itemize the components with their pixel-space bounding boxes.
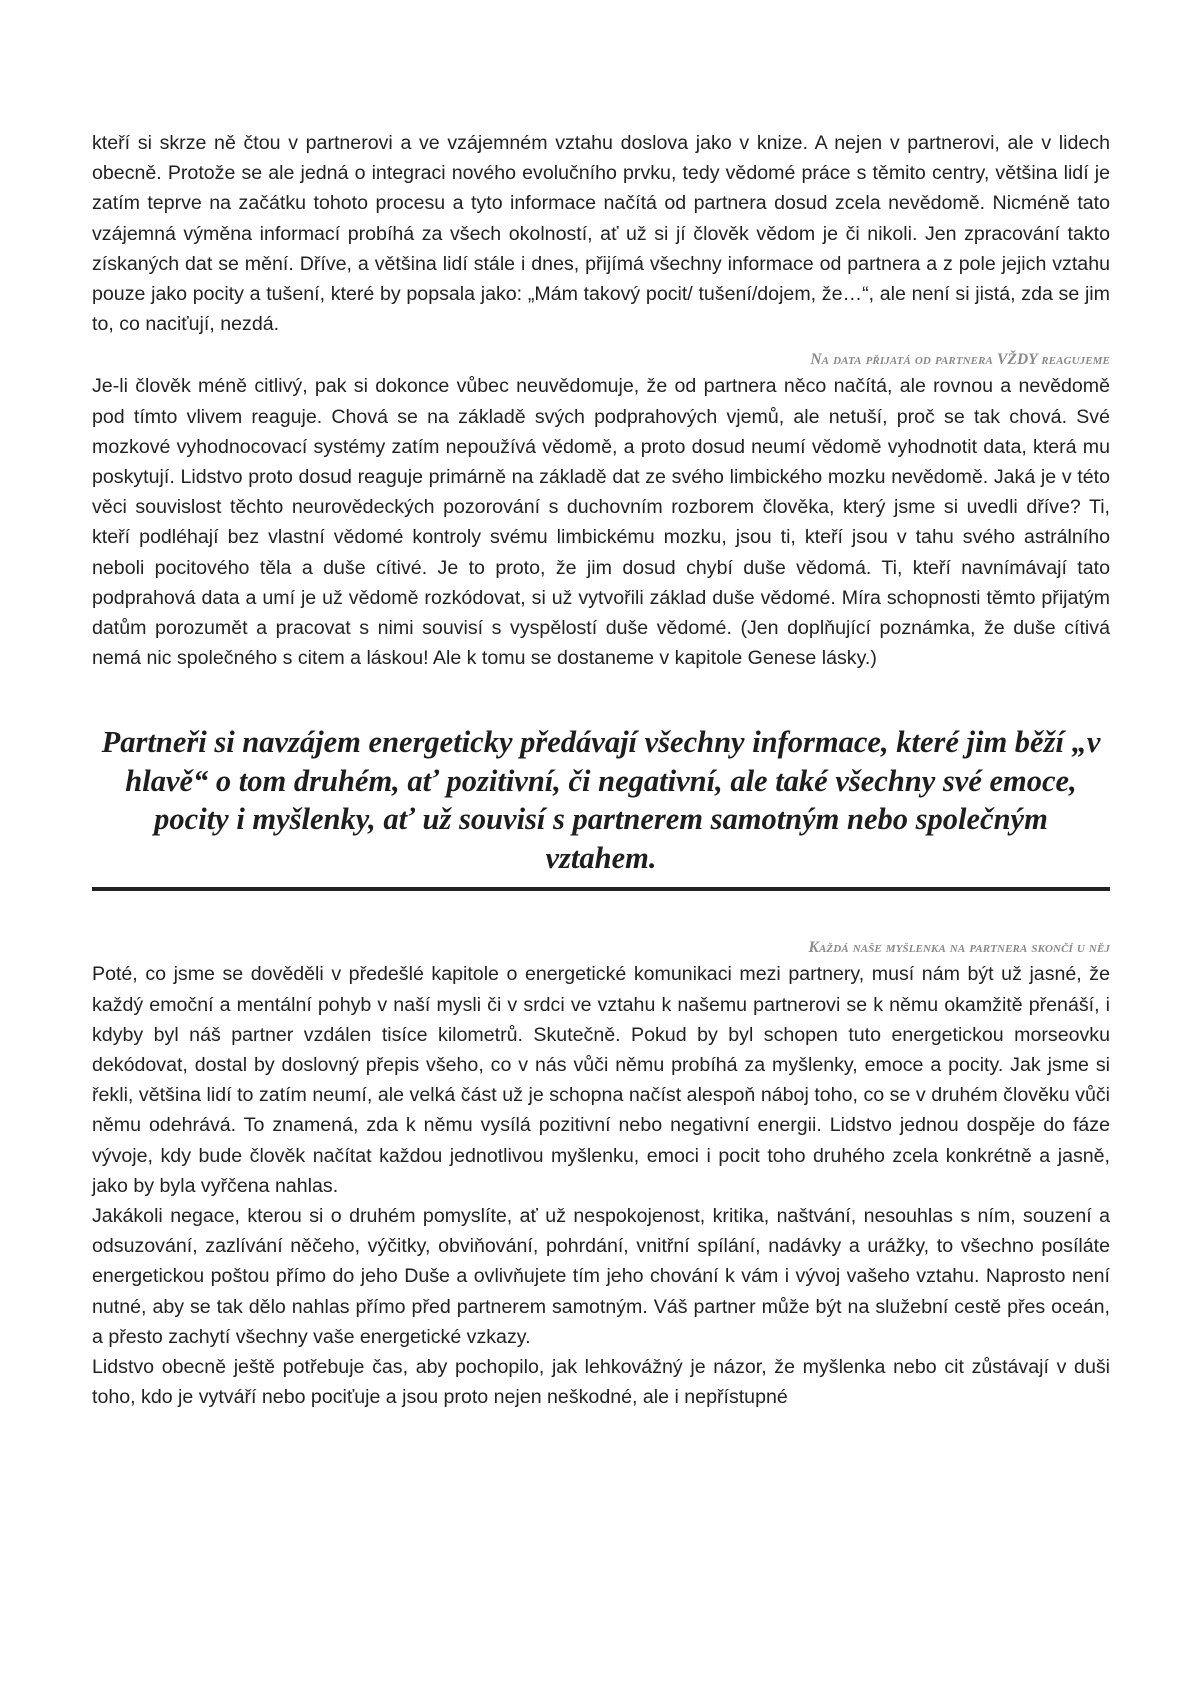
section-heading-thoughts: Každá naše myšlenka na partnera skončí u něj [808, 939, 1110, 957]
paragraph-energy-communication: Poté, co jsme se dověděli v předešlé kapitole o energetické komunikaci mezi partnery, musí nám být už jasné, že každý emoční a mentální pohyb v naší mysli či v srdci ve vztahu k našemu partnerovi se k němu okamžitě přenáší, i kdyby byl náš partner vzdálen tisíce kilometrů. Skutečně. Pokud by byl schopen tuto energetickou morseovku dekódovat, dostal by doslovný přepis všeho, co v nás vůči němu probíhá za myšlenky, emoce a pocity. Jak jsme si řekli, většina lidí to zatím neumí, ale velká část už je schopna načíst alespoň náboj toho, co se v druhém člověku vůči němu odehrává. To znamená, zda k němu vysílá pozitivní nebo negativní energii. Lidstvo jednou dospěje do fáze vývoje, kdy bude člověk načítat každou jednotlivou myšlenku, emoci i pocit toho druhého zcela konkrétně a jasně, jako by byla vyřčena nahlas. [92, 963, 1110, 1197]
paragraph-data-reaction: Je-li člověk méně citlivý, pak si dokonce vůbec neuvědomuje, že od partnera něco načítá, ale rovnou a nevědomě pod tímto vlivem reaguje. Chová se na základě svých podprahových vjemů, ale netuší, proč se tak chová. Své mozkové vyhodnocovací systémy zatím nepoužívá vědomě, a proto dosud neumí vědomě vyhodnotit data, která mu poskytují. Lidstvo proto dosud reaguje primárně na základě dat ze svého limbického mozku nevědomě. Jaká je v této věci souvislost těchto neurovědeckých pozorování s duchovním rozborem člověka, který jsme si uvedli dříve? Ti, kteří podléhají bez vlastní vědomé kontroly svému limbickému mozku, jsou ti, kteří jsou v tahu svého astrálního neboli pocitového těla a duše cítivé. Je to proto, že jim dosud chybí duše vědomá. Ti, kteří navnímávají tato podprahová data a umí je už vědomě rozkódovat, si už vytvořili základ duše vědomé. Míra schopnosti těmto přijatým datům porozumět a pracovat s nimi souvisí s vyspělostí duše vědomé. (Jen doplňující poznámka, že duše cítivá nemá nic společného s citem a láskou! Ale k tomu se dostaneme v kapitole Genese lásky.) [92, 375, 1110, 670]
paragraph-negation: Jakákoli negace, kterou si o druhém pomyslíte, ať už nespokojenost, kritika, naštvání, nesouhlas s ním, souzení a odsuzování, zazlívání něčeho, výčitky, obviňování, pohrdání, vnitřní spílání, nadávky a urážky, to všechno posíláte energetickou poštou přímo do jeho Duše a ovlivňujete tím jeho chování k vám i vývoj vašeho vztahu. Naprosto není nutné, aby se tak dělo nahlas přímo před partnerem samotným. Váš partner může být na služební cestě přes oceán, a přesto zachytí všechny vaše energetické vzkazy. [92, 1205, 1110, 1348]
paragraph-intro: kteří si skrze ně čtou v partnerovi a ve vzájemném vztahu doslova jako v knize. A nejen v partnerovi, ale v lidech obecně. Protože se ale jedná o integraci nového evolučního prvku, tedy vědomé práce s těmito centry, většina lidí je zatím teprve na začátku tohoto procesu a tyto informace načítá od partnera dosud zcela nevědomě. Nicméně tato vzájemná výměna informací probíhá za všech okolností, ať už si jí člověk vědom je či nikoli. Jen zpracování takto získaných dat se mění. Dříve, a většina lidí stále i dnes, přijímá všechny informace od partnera a z pole jejich vztahu pouze jako pocity a tušení, které by popsala jako: „Mám takový pocit/ tušení/dojem, že…“, ale není si jistá, zda se jim to, co naciťují, nezdá. [92, 132, 1110, 336]
highlight-quote-block [92, 723, 1110, 891]
highlight-quote: Partneři si navzájem energeticky předávají všechny informace, které jim běží „v hlavě“ o tom druhém, ať pozitivní, či negativní, ale také všechny své emoce, pocity i myšlenky, ať už souvisí s partnerem samotným nebo společným vztahem. [101, 725, 1101, 875]
document-page [92, 128, 1110, 1413]
paragraph-humanity: Lidstvo obecně ještě potřebuje čas, aby pochopilo, jak lehkovážný je názor, že myšlenka nebo cit zůstávají v duši toho, kdo je vytváří nebo pociťuje a jsou proto nejen neškodné, ale i nepřístupné [92, 1356, 1110, 1409]
section-heading-data-reaction: Na data přijatá od partnera VŽDY reagujeme [810, 351, 1110, 369]
